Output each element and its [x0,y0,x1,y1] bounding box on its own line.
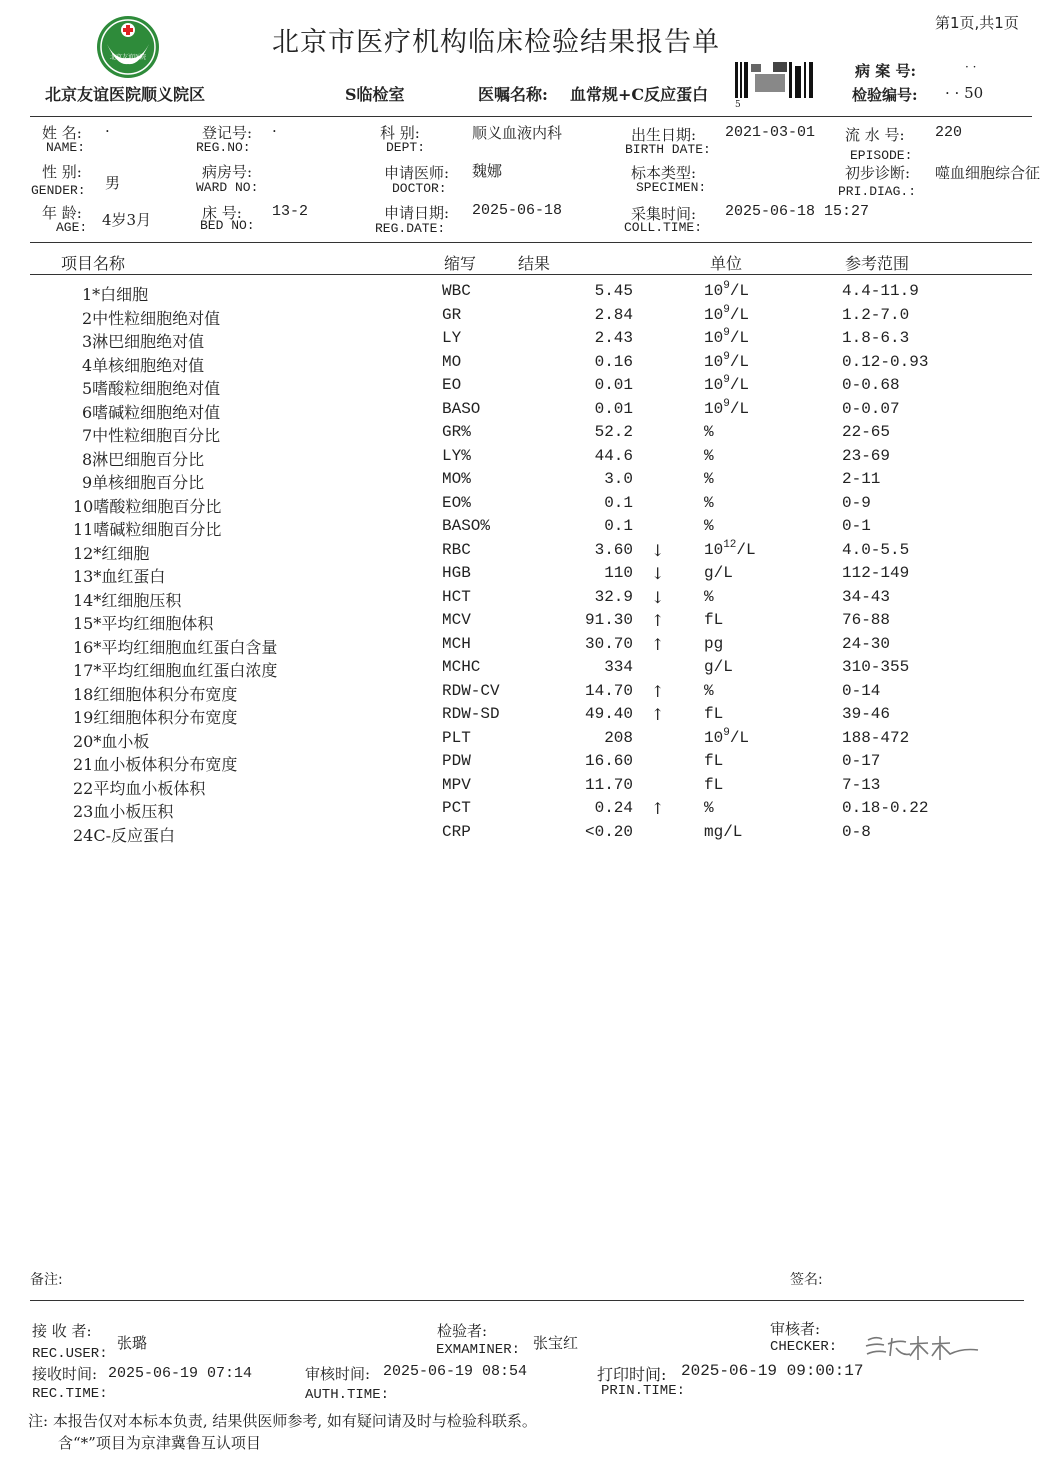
ward-no-label: 病房号: [202,163,253,181]
row-result: 14.70 [584,681,633,700]
row-unit [704,776,723,794]
hospital-name: 北京友谊医院顺义院区 [45,85,206,104]
header-divider [30,116,1032,117]
page-info: 第1页,共1页 [935,14,1019,32]
row-unit [704,282,749,300]
row-abbr: GR [442,305,462,324]
row-unit [704,799,714,817]
gender-en-label: GENDER: [31,183,86,198]
table-row [0,282,1047,305]
row-reference-range: 112-149 [842,564,910,582]
row-reference-range: 0-14 [842,681,881,700]
table-row [0,705,1047,728]
row-reference-range: 1.2-7.0 [842,305,910,324]
row-result: 91.30 [584,611,633,629]
unit-tail: /L [729,352,750,371]
table-row [0,423,1047,446]
row-reference-range: 0-8 [842,822,871,841]
barcode-icon [733,62,815,104]
row-result: 32.9 [594,587,633,606]
specimen-label: 标本类型: [631,164,697,182]
diagnosis-en-label: PRI.DIAG.: [838,184,917,199]
unit-tail: /L [729,329,750,347]
row-item-name: 21血小板体积分布宽度 [73,755,238,774]
row-reference-range: 310-355 [842,658,910,676]
unit-base: 10 [704,282,724,300]
row-result: 0.01 [594,376,633,394]
row-item-name: 4单核细胞绝对值 [82,355,205,375]
collection-time-en-label: COLL.TIME: [624,220,703,235]
row-result: 5.45 [594,282,633,300]
collection-time-value: 2025-06-18 15:27 [725,203,870,220]
row-abbr: BASO% [442,517,491,535]
logo-text: 北京友谊医院 [110,54,147,61]
table-row [0,470,1047,493]
unit-tail: /L [729,399,750,418]
row-abbr: RDW-CV [442,681,500,700]
unit-base: 10 [704,540,724,559]
row-flag: ↑ [651,611,665,630]
reg-date-en-label: REG.DATE: [375,221,446,236]
gender-value: 男 [105,174,121,192]
row-reference-range: 4.4-11.9 [842,282,919,300]
row-flag: ↓ [651,564,665,583]
table-row [0,397,1047,423]
table-row [0,517,1047,540]
row-result: 3.60 [594,540,633,559]
row-unit [704,397,750,418]
birth-date-label: 出生日期: [631,126,697,144]
unit-base: 10 [704,728,724,747]
row-reference-range: 24-30 [842,634,891,653]
row-abbr: WBC [442,282,471,300]
row-reference-range: 39-46 [842,705,891,723]
table-row [0,329,1047,352]
examiner-label: 检验者: [437,1322,488,1340]
row-unit [704,611,723,629]
unit-base: fL [704,705,724,723]
unit-tail: /L [729,282,750,300]
row-result: 0.1 [604,493,633,512]
print-time-label: 打印时间: [597,1365,667,1384]
diagnosis-label: 初步诊断: [845,164,911,182]
row-result: <0.20 [584,822,633,841]
dept-label: 科 别: [380,124,420,142]
age-en-label: AGE: [56,220,88,235]
signature-label: 签名: [790,1272,823,1288]
row-item-name: 18红细胞体积分布宽度 [73,684,238,704]
row-item-name: 6嗜碱粒细胞绝对值 [82,402,221,422]
row-result: 11.70 [584,775,633,794]
episode-en-label: EPISODE: [850,148,913,163]
hospital-logo [95,14,161,80]
unit-base: pg [704,634,724,653]
examiner-en-label: EXMAMINER: [436,1342,521,1358]
table-row [0,776,1047,799]
birth-date-value: 2021-03-01 [725,124,816,141]
row-reference-range: 0-1 [842,517,871,535]
row-abbr: CRP [442,822,471,841]
row-abbr: RBC [442,540,471,559]
row-reference-range: 0.18-0.22 [842,799,929,817]
row-unit [704,376,749,394]
row-item-name: 20*血小板 [73,731,150,751]
row-result: 44.6 [594,446,633,465]
receiver-en-label: REC.USER: [32,1346,108,1362]
row-reference-range: 0-0.07 [842,399,900,418]
row-unit [704,752,723,770]
table-row [0,658,1047,681]
row-abbr: PCT [442,799,471,817]
row-item-name: 17*平均红细胞血红蛋白浓度 [73,661,278,680]
row-reference-range: 1.8-6.3 [842,329,910,347]
receive-time-label: 接收时间: [32,1365,98,1383]
table-row [0,494,1047,517]
auth-time-value: 2025-06-19 08:54 [383,1363,528,1380]
row-item-name: 23血小板压积 [73,802,174,821]
row-unit [704,564,733,582]
table-row [0,726,1047,752]
age-value: 4岁3月 [102,211,152,229]
remark-label: 备注: [30,1272,63,1288]
gender-label: 性 别: [42,163,82,181]
row-result: 0.01 [594,399,633,418]
receiver-value: 张璐 [117,1334,148,1352]
row-reference-range: 0-0.68 [842,376,900,394]
episode-label: 流 水 号: [845,126,905,144]
table-row [0,799,1047,822]
bed-no-en-label: BED NO: [200,218,255,233]
unit-exponent: 9 [723,726,730,739]
row-abbr: MCV [442,611,471,629]
row-item-name: 7中性粒细胞百分比 [82,426,221,445]
unit-exponent: 9 [723,397,730,410]
unit-exponent: 9 [723,350,730,363]
row-result: 208 [604,728,633,747]
row-unit [704,588,714,606]
row-result: 49.40 [584,705,633,723]
row-unit [704,470,714,488]
row-unit [704,423,714,441]
row-abbr: MCH [442,634,471,653]
receive-time-en-label: REC.TIME: [32,1386,108,1402]
row-item-name: 14*红细胞压积 [73,590,182,610]
row-flag: ↑ [651,799,665,818]
row-result: 52.2 [594,423,633,441]
table-row [0,588,1047,611]
report-title: 北京市医疗机构临床检验结果报告单 [272,27,720,58]
row-unit [704,705,723,723]
row-abbr: MO [442,352,462,371]
row-unit [704,329,749,347]
case-no-label: 病 案 号: [855,62,916,80]
unit-base: 10 [704,305,724,324]
unit-base: 10 [704,399,724,418]
unit-base: 10 [704,329,724,347]
row-abbr: LY% [442,446,471,465]
receiver-label: 接 收 者: [32,1322,92,1340]
unit-base: g/L [704,658,733,676]
row-reference-range: 22-65 [842,423,891,441]
unit-base: % [704,587,714,606]
row-result: 2.84 [594,305,633,324]
footer-divider [30,1300,1024,1301]
bed-no-value: 13-2 [272,203,309,220]
row-abbr: HGB [442,564,471,582]
order-label: 医嘱名称: [478,85,548,104]
reg-no-en-label: REG.NO: [196,140,251,155]
unit-base: fL [704,775,724,794]
bed-no-label: 床 号: [202,204,242,222]
patient-divider [30,242,1032,243]
unit-base: fL [704,611,724,629]
name-label: 姓 名: [42,124,82,142]
unit-base: % [704,681,714,700]
unit-base: % [704,446,714,465]
row-result: 16.60 [584,752,633,770]
row-reference-range: 0-17 [842,752,881,770]
row-item-name: 9单核细胞百分比 [82,473,205,492]
row-reference-range: 2-11 [842,470,881,488]
header-item-name: 项目名称 [61,254,126,273]
table-header-divider [30,274,1032,275]
dept-en-label: DEPT: [386,140,426,155]
table-row [0,350,1047,376]
unit-base: % [704,517,714,535]
unit-exponent: 9 [723,374,730,386]
unit-tail: /L [729,376,750,394]
table-row [0,682,1047,705]
table-row [0,564,1047,587]
header-result: 结果 [518,254,551,273]
unit-exponent: 9 [723,303,730,316]
row-unit [704,350,750,371]
disclaimer-note: 注: 本报告仅对本标本负责, 结果供医师参考, 如有疑问请及时与检验科联系。 [28,1412,537,1430]
doctor-label: 申请医师: [384,164,450,182]
unit-tail: /L [736,540,756,559]
unit-base: g/L [704,564,733,582]
row-abbr: MPV [442,775,471,794]
row-abbr: PDW [442,752,471,770]
row-reference-range: 0.12-0.93 [842,352,929,371]
row-item-name: 12*红细胞 [73,543,150,563]
unit-base: % [704,470,714,488]
row-flag: ↑ [651,705,665,724]
row-flag: ↓ [651,540,665,560]
row-unit [704,658,733,676]
row-abbr: LY [442,329,462,347]
row-item-name: 13*血红蛋白 [73,567,166,586]
hospital-logo-icon [95,14,161,80]
row-reference-range: 4.0-5.5 [842,540,910,559]
row-abbr: BASO [442,399,481,418]
doctor-en-label: DOCTOR: [392,181,447,196]
row-item-name: 22平均血小板体积 [73,778,206,798]
row-reference-range: 76-88 [842,611,891,629]
row-result: 0.1 [604,517,633,535]
row-result: 0.24 [594,799,633,817]
test-no-value: · · 50 [945,84,984,102]
case-no-value: · · [965,60,977,74]
row-result: 2.43 [594,329,633,347]
row-item-name: 19红细胞体积分布宽度 [73,708,238,727]
unit-base: fL [704,752,724,770]
reg-date-value: 2025-06-18 [472,202,563,219]
row-flag: ↑ [651,634,665,654]
row-item-name: 1*白细胞 [82,285,149,304]
row-item-name: 3淋巴细胞绝对值 [82,332,205,351]
row-unit [704,635,723,653]
auth-time-en-label: AUTH.TIME: [305,1387,390,1403]
row-result: 0.16 [594,352,633,371]
episode-value: 220 [935,124,963,141]
row-unit [704,538,756,559]
unit-tail: /L [729,305,750,324]
row-item-name: 5嗜酸粒细胞绝对值 [82,379,221,398]
row-item-name: 24C-反应蛋白 [73,825,176,845]
checker-label: 审核者: [770,1320,821,1338]
unit-exponent: 9 [723,327,730,339]
table-row [0,611,1047,634]
table-row [0,303,1047,329]
name-en-label: NAME: [46,140,86,155]
birth-date-en-label: BIRTH DATE: [625,142,711,157]
age-label: 年 龄: [42,204,82,222]
unit-base: 10 [704,352,724,371]
unit-tail: /L [729,728,750,747]
row-unit [704,682,714,700]
row-reference-range: 23-69 [842,446,891,465]
row-reference-range: 34-43 [842,587,891,606]
row-abbr: RDW-SD [442,705,500,723]
lab-name: S临检室 [345,85,405,104]
row-item-name: 8淋巴细胞百分比 [82,449,205,469]
row-abbr: PLT [442,728,471,747]
table-row [0,376,1047,399]
row-abbr: GR% [442,423,471,441]
print-time-en-label: PRIN.TIME: [601,1383,686,1399]
diagnosis-value: 噬血细胞综合征 [935,164,1041,182]
auth-time-label: 审核时间: [305,1365,371,1383]
row-abbr: EO [442,376,462,394]
barcode-text: 5 [735,100,741,110]
unit-base: % [704,799,714,817]
checker-en-label: CHECKER: [770,1339,838,1355]
row-abbr: MCHC [442,658,481,676]
dept-value: 顺义血液内科 [472,124,563,142]
doctor-value: 魏娜 [472,162,503,180]
unit-base: % [704,423,714,441]
row-flag: ↑ [651,681,665,701]
row-reference-range: 188-472 [842,728,910,747]
row-item-name: 16*平均红细胞血红蛋白含量 [73,637,278,657]
row-item-name: 10嗜酸粒细胞百分比 [73,496,222,516]
table-row [0,752,1047,775]
unit-base: mg/L [704,822,743,841]
row-abbr: MO% [442,470,471,488]
row-unit [704,517,714,535]
row-item-name: 11嗜碱粒细胞百分比 [73,520,222,539]
table-row [0,447,1047,470]
row-unit [704,823,742,841]
reg-no-value: · [272,122,277,140]
collection-time-label: 采集时间: [631,205,697,223]
ward-no-en-label: WARD NO: [196,180,259,195]
name-value: · [105,122,110,140]
row-result: 30.70 [584,634,633,653]
receive-time-value: 2025-06-19 07:14 [108,1365,253,1382]
test-no-label: 检验编号: [852,86,918,104]
reg-no-label: 登记号: [202,124,253,142]
row-reference-range: 0-9 [842,493,871,512]
specimen-en-label: SPECIMEN: [636,180,707,195]
table-row [0,823,1047,846]
table-row [0,635,1047,658]
order-name: 血常规+C反应蛋白 [570,85,709,104]
row-abbr: EO% [442,493,471,512]
unit-base: % [704,493,714,512]
row-flag: ↓ [651,587,665,607]
header-ref-range: 参考范围 [845,254,910,273]
print-time-value: 2025-06-19 09:00:17 [681,1362,864,1380]
row-result: 334 [604,658,633,676]
mutual-recognition-note: 含“*”项目为京津冀鲁互认项目 [58,1434,261,1452]
handwritten-signature-icon [862,1330,982,1364]
row-unit [704,494,714,512]
barcode [733,62,815,110]
reg-date-label: 申请日期: [384,204,450,222]
unit-exponent: 9 [723,280,730,292]
examiner-value: 张宝红 [533,1334,579,1352]
row-unit [704,447,714,465]
table-row [0,538,1047,564]
row-abbr: HCT [442,587,471,606]
header-abbr: 缩写 [444,254,477,273]
row-unit [704,303,750,324]
unit-base: 10 [704,376,724,394]
checker-signature [862,1330,982,1364]
row-result: 3.0 [604,470,633,488]
header-unit: 单位 [710,254,743,273]
row-unit [704,726,750,747]
row-result: 110 [604,564,633,582]
unit-exponent: 12 [723,538,737,551]
row-item-name: 15*平均红细胞体积 [73,614,214,633]
row-reference-range: 7-13 [842,775,881,794]
row-item-name: 2中性粒细胞绝对值 [82,308,221,328]
